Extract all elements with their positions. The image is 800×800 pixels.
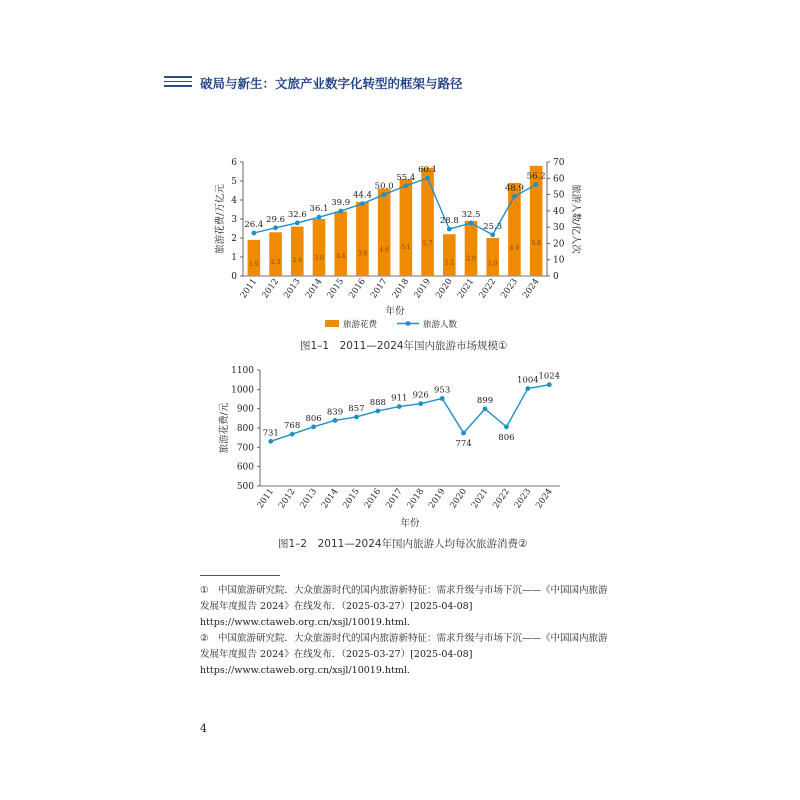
chart2-point-label: 926 — [412, 390, 429, 401]
chart2-point — [354, 415, 359, 420]
chart2-x-tick-label: 2015 — [341, 486, 362, 511]
chart1-line-label: 48.9 — [504, 183, 524, 194]
chart1-y-axis-label: 旅游花费/万亿元 — [215, 184, 226, 254]
chart1-line-label: 29.6 — [266, 214, 286, 225]
chart2-point — [504, 424, 509, 429]
chart1-right-tick-label: 20 — [553, 239, 565, 250]
chart1-bar — [421, 168, 434, 276]
header-decoration-icon — [164, 76, 192, 90]
chart1-legend-line-marker — [406, 321, 411, 326]
chart2-point — [333, 418, 338, 423]
chart2-x-axis-label: 年份 — [400, 518, 420, 529]
chart2-x-tick-label: 2022 — [491, 486, 512, 511]
chart1-bar — [334, 211, 347, 276]
chart1-line-point — [490, 232, 495, 237]
chart2-x-tick-label: 2016 — [362, 486, 384, 511]
chart2-x-tick-label: 2013 — [298, 486, 320, 511]
chart2-point-label: 768 — [284, 421, 301, 432]
running-header-title: 破局与新生：文旅产业数字化转型的框架与路径 — [200, 76, 463, 91]
footnote-divider — [200, 575, 280, 576]
chart2-x-tick-label: 2020 — [448, 486, 470, 511]
chart1-bar-label: 2.2 — [444, 259, 455, 267]
chart1-right-tick-label: 60 — [553, 174, 565, 185]
chart2-point — [311, 424, 316, 429]
chart1-line-label: 60.1 — [418, 165, 438, 176]
chart2-point-label: 857 — [348, 403, 365, 414]
chart1-bar — [465, 221, 478, 276]
chart1-line-point — [469, 221, 474, 226]
chart1-right-tick-label: 10 — [553, 255, 565, 266]
chart2-point — [375, 409, 380, 414]
chart2-point — [525, 386, 530, 391]
chart1-line-point — [425, 176, 430, 181]
chart1-line-point — [382, 192, 387, 197]
chart1-line-label: 50.0 — [374, 181, 394, 192]
chart2-point — [397, 404, 402, 409]
chart1-left-tick-label: 4 — [231, 196, 237, 206]
chart1-bar — [356, 202, 369, 276]
chart1-right-tick-label: 40 — [553, 206, 565, 217]
page-number: 4 — [200, 722, 207, 735]
chart1-bar-label: 4.9 — [509, 244, 520, 252]
chart1-bar-label: 5.7 — [422, 240, 433, 248]
chart2-point-label: 1024 — [538, 371, 561, 382]
chart2-point-label: 839 — [326, 407, 344, 418]
chart1-left-tick-label: 6 — [231, 158, 237, 168]
footnote-1-text: 中国旅游研究院．大众旅游时代的国内旅游新特征：需求升级与市场下沉——《中国国内旅游发展年度报告 2024》在线发布．（2025-03-27）[2025-04-08] https://www.ctaweb.org.cn/xsjl/10019.html. — [200, 585, 608, 628]
chart2-point — [440, 396, 445, 401]
chart2-point-label: 806 — [305, 413, 322, 424]
chart1-x-tick-label: 2013 — [282, 276, 303, 301]
chart1-line-label: 44.4 — [352, 190, 372, 201]
chart2-point-label: 774 — [455, 439, 472, 450]
chart1-right-tick-label: 30 — [553, 223, 565, 234]
running-header — [164, 72, 644, 96]
chart1-left-tick-label: 1 — [231, 253, 237, 263]
chart1-bar — [443, 234, 456, 276]
chart2-y-axis-label: 旅游花费/元 — [219, 402, 230, 454]
chart2-point-label: 731 — [262, 428, 279, 439]
chart2-point — [418, 401, 423, 406]
chart1-line-point — [534, 182, 539, 187]
chart1-left-tick-label: 5 — [231, 177, 237, 187]
chart2-y-tick-label: 1000 — [231, 385, 254, 396]
chart1-x-tick-label: 2019 — [412, 276, 434, 301]
chart2-y-tick-label: 800 — [236, 424, 254, 434]
chart1-bar — [269, 232, 282, 276]
chart-per-capita-spending — [215, 362, 585, 534]
chart1-right-tick-label: 70 — [553, 158, 565, 168]
chart1-left-tick-label: 2 — [231, 234, 237, 244]
chart2-y-tick-label: 900 — [236, 404, 254, 415]
chart2-point-label: 911 — [391, 393, 408, 404]
chart1-x-tick-label: 2015 — [325, 276, 347, 301]
chart2-y-tick-label: 600 — [236, 462, 254, 473]
chart1-x-tick-label: 2018 — [390, 276, 412, 301]
chart1-right-tick-label: 50 — [553, 190, 565, 201]
chart1-left-tick-label: 3 — [231, 215, 237, 225]
chart1-line-label: 39.9 — [331, 198, 351, 209]
chart2-x-tick-label: 2021 — [469, 486, 491, 511]
chart1-line-label: 32.6 — [287, 209, 307, 220]
chart2-caption: 图1–2 2011—2024年国内旅游人均每次旅游消费② — [278, 538, 528, 550]
chart1-x-axis-label: 年份 — [385, 306, 405, 317]
chart1-bar-label: 4.6 — [379, 246, 389, 254]
chart1-bar — [291, 227, 304, 276]
chart2-point-label: 888 — [369, 397, 386, 408]
chart2-x-tick-label: 2019 — [426, 486, 448, 511]
chart1-line-label: 28.8 — [439, 216, 459, 227]
chart1-line-point — [251, 231, 256, 236]
chart1-bar-label: 3.0 — [314, 255, 324, 263]
chart1-line-point — [447, 227, 452, 232]
chart1-line-label: 56.2 — [526, 171, 546, 182]
chart1-x-tick-label: 2016 — [347, 276, 368, 301]
footnote-1 — [200, 583, 612, 631]
chart1-line-label: 25.3 — [483, 221, 503, 232]
chart2-point — [547, 382, 552, 387]
chart1-legend-bar-swatch — [325, 320, 339, 327]
chart1-line-label: 26.4 — [244, 220, 264, 231]
chart1-right-tick-label: 0 — [553, 272, 559, 282]
chart1-line-point — [512, 194, 517, 199]
chart2-point-label: 899 — [476, 395, 494, 406]
chart1-x-tick-label: 2014 — [303, 276, 325, 301]
chart2-y-tick-label: 1100 — [231, 366, 254, 376]
chart1-x-tick-label: 2011 — [238, 276, 260, 301]
chart1-x-tick-label: 2024 — [520, 276, 542, 301]
chart2-point — [290, 432, 295, 437]
chart1-bar-label: 2.6 — [292, 257, 303, 265]
chart1-x-tick-label: 2023 — [499, 276, 520, 301]
chart2-x-tick-label: 2017 — [384, 486, 405, 511]
chart1-x-tick-label: 2017 — [368, 276, 390, 301]
chart1-bar — [378, 189, 391, 276]
chart1-line-point — [403, 183, 408, 188]
chart-tourism-market-scale — [205, 150, 585, 340]
chart1-bar — [248, 240, 261, 276]
chart1-bar — [486, 238, 499, 276]
chart1-bar-label: 3.9 — [357, 250, 368, 258]
chart2-x-tick-label: 2014 — [319, 486, 341, 511]
footnote-1-mark: ① — [200, 585, 209, 596]
chart1-bar — [313, 219, 326, 276]
chart1-caption: 图1–1 2011—2024年国内旅游市场规模① — [300, 340, 508, 352]
chart1-x-tick-label: 2022 — [477, 276, 499, 301]
footnote-2-text: 中国旅游研究院．大众旅游时代的国内旅游新特征：需求升级与市场下沉——《中国国内旅游发展年度报告 2024》在线发布．（2025-03-27）[2025-04-08] https://www.ctaweb.org.cn/xsjl/10019.html. — [200, 633, 608, 676]
chart2-y-tick-label: 700 — [236, 443, 254, 454]
chart2-point-label: 1004 — [517, 375, 539, 386]
chart1-y2-axis-label: 旅游人数/亿人次 — [570, 184, 581, 254]
chart1-bar — [400, 179, 413, 276]
chart1-line-label: 32.5 — [461, 210, 481, 221]
chart1-line-point — [295, 221, 300, 226]
chart1-line-label: 36.1 — [309, 204, 329, 215]
chart1-bar-label: 2.0 — [487, 260, 498, 268]
chart1-line-point — [317, 215, 322, 220]
chart1-x-tick-label: 2021 — [455, 276, 477, 301]
chart2-point — [461, 431, 466, 436]
chart1-bar-label: 1.9 — [249, 260, 259, 268]
chart2-point — [268, 439, 273, 444]
chart2-x-tick-label: 2012 — [276, 486, 298, 511]
chart2-x-tick-label: 2018 — [405, 486, 427, 511]
chart1-line-point — [338, 209, 343, 214]
chart1-bar-label: 5.8 — [531, 240, 541, 248]
footnote-2 — [200, 631, 612, 679]
chart1-bar-label: 2.3 — [270, 258, 281, 266]
chart2-point — [483, 406, 488, 411]
chart1-legend-line-label: 旅游人数 — [423, 320, 458, 330]
chart2-x-tick-label: 2024 — [534, 486, 555, 511]
chart1-bar-label: 3.4 — [335, 252, 346, 260]
chart2-point-label: 953 — [434, 385, 451, 396]
chart1-line-point — [360, 201, 365, 206]
chart1-left-tick-label: 0 — [231, 272, 237, 282]
footnote-2-mark: ② — [200, 633, 209, 644]
chart2-x-tick-label: 2023 — [512, 486, 534, 511]
chart1-x-tick-label: 2012 — [260, 276, 282, 301]
chart1-x-tick-label: 2020 — [434, 276, 455, 301]
chart2-y-tick-label: 500 — [236, 482, 254, 492]
chart2-x-tick-label: 2011 — [255, 486, 277, 511]
chart2-point-label: 806 — [498, 432, 515, 443]
chart1-legend-bar-label: 旅游花费 — [343, 320, 378, 330]
chart1-bar-label: 2.9 — [466, 255, 476, 263]
chart1-line-label: 55.4 — [396, 172, 416, 183]
chart1-line-point — [273, 225, 278, 230]
chart1-bar-label: 5.1 — [401, 243, 411, 251]
